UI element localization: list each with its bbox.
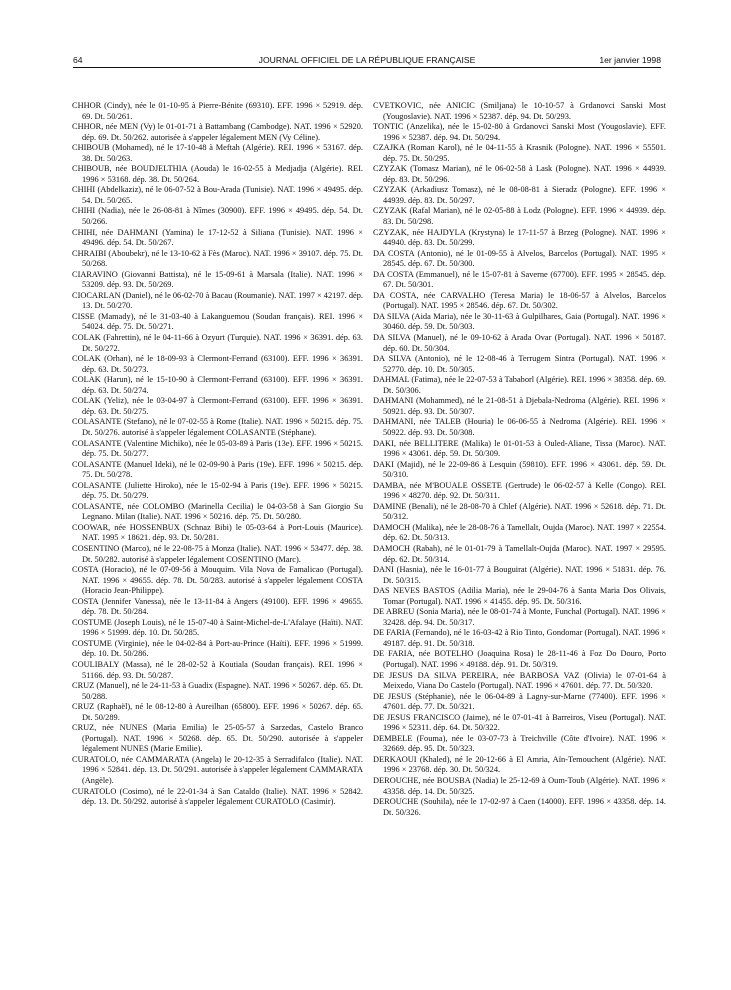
register-entry: DAMINE (Benali), né le 28-08-70 à Chlef (Algérie). NAT. 1996 × 52618. dép. 71. Dt. 50/312. <box>373 501 666 522</box>
register-entry: COLAK (Harun), né le 15-10-90 à Clermont-Ferrand (63100). EFF. 1996 × 36391. dép. 63. Dt. 50/274. <box>72 375 363 395</box>
register-entry: DE JESUS (Stéphanie), née le 06-04-89 à Lagny-sur-Marne (77400). EFF. 1996 × 47601. dép. 77. Dt. 50/321. <box>373 691 666 712</box>
register-entry: DE JESUS FRANCISCO (Jaime), né le 07-01-41 à Barreiros, Viseu (Portugal). NAT. 1996 × 52311. dép. 64. Dt. 50/322. <box>373 712 666 733</box>
register-entry: CZYZAK (Rafal Marian), né le 02-05-88 à Lodz (Pologne). EFF. 1996 × 44939. dép. 83. Dt. 50/298. <box>373 206 666 227</box>
register-entry: CVETKOVIC, née ANICIC (Smiljana) le 10-10-57 à Grdanovci Sanski Most (Yougoslavie). NAT. 1996 × 52387. dép. 94. Dt. 50/293. <box>373 101 666 121</box>
register-entry: CZYZAK, née HAJDYLA (Krystyna) le 17-11-57 à Brzeg (Pologne). NAT. 1996 × 44940. dép. 83. Dt. 50/299. <box>373 227 666 248</box>
register-entry: DAS NEVES BASTOS (Adilia Maria), née le 29-04-76 à Santa Maria Dos Olivais, Tomar (Portugal). NAT. 1996 × 41455. dép. 95. Dt. 50/316. <box>373 586 666 606</box>
register-entry: DA SILVA (Antonio), né le 12-08-46 à Terrugem Sintra (Portugal). NAT. 1996 × 52770. dép. 10. Dt. 50/305. <box>373 354 666 374</box>
register-entry: DAHMAL (Fatima), née le 22-07-53 à Tababorl (Algérie). REI. 1996 × 38358. dép. 69. Dt. 50/306. <box>373 375 666 395</box>
register-entry: CHIHI (Abdelkaziz), né le 06-07-52 à Bou-Arada (Tunisie). NAT. 1996 × 49495. dép. 54. Dt. 50/265. <box>72 185 363 205</box>
header-rule <box>73 67 661 68</box>
register-entry: COLASANTE (Juliette Hiroko), née le 15-02-94 à Paris (19e). EFF. 1996 × 50215. dép. 75. Dt. 50/279. <box>72 480 363 501</box>
register-entry: COSTUME (Virginie), née le 04-02-84 à Port-au-Prince (Haïti). EFF. 1996 × 51999. dép. 10. Dt. 50/286. <box>72 638 363 659</box>
register-entry: DA COSTA (Emmanuel), né le 15-07-81 à Saverne (67700). EFF. 1995 × 28545. dép. 67. Dt. 50/301. <box>373 269 666 290</box>
journal-title: JOURNAL OFFICIEL DE LA RÉPUBLIQUE FRANÇAISE <box>258 55 476 65</box>
register-entry: CZYZAK (Arkadiusz Tomasz), né le 08-08-81 à Sieradz (Pologne). EFF. 1996 × 44939. dép. 83. Dt. 50/297. <box>373 185 666 205</box>
register-entry: COSTA (Jennifer Vanessa), née le 13-11-84 à Angers (49100). EFF. 1996 × 49655. dép. 78. Dt. 50/284. <box>72 596 363 617</box>
issue-date: 1er janvier 1998 <box>599 55 661 65</box>
register-entry: COSTUME (Joseph Louis), né le 15-07-40 à Saint-Michel-de-L'Afalaye (Haïti). NAT. 1996 × 51999. dép. 10. Dt. 50/285. <box>72 617 363 638</box>
register-entry: DE ABREU (Sonia Maria), née le 08-01-74 à Monte, Funchal (Portugal). NAT. 1996 × 32428. dép. 94. Dt. 50/317. <box>373 607 666 627</box>
register-entry: DAHMANI (Mohammed), né le 21-08-51 à Djebala-Nedroma (Algérie). REI. 1996 × 50921. dép. 93. Dt. 50/307. <box>373 396 666 416</box>
register-entry: COLASANTE, née COLOMBO (Marinella Cecilia) le 04-03-58 à San Giorgio Su Legnano. Milan (Italie). NAT. 1996 × 50216. dép. 75. Dt. 50/280. <box>72 501 363 522</box>
register-entry: CHIBOUB (Mohamed), né le 17-10-48 à Meftah (Algérie). REI. 1996 × 53167. dép. 38. Dt. 50/263. <box>72 143 363 163</box>
right-column <box>373 101 666 818</box>
register-entry: DEROUCHE, née BOUSBA (Nadia) le 25-12-69 à Oum-Toub (Algérie). NAT. 1996 × 43358. dép. 14. Dt. 50/325. <box>373 776 666 796</box>
register-entry: CZAJKA (Roman Karol), né le 04-11-55 à Krasnik (Pologne). NAT. 1996 × 55501. dép. 75. Dt. 50/295. <box>373 143 666 163</box>
register-entry: CRUZ, née NUNES (Maria Emilia) le 25-05-57 à Sarzedas, Castelo Branco (Portugal). NAT. 1996 × 50268. dép. 65. Dt. 50/290. autorisée à s'appeler légalement NUNES (Marie Emilie). <box>72 723 363 754</box>
register-entry: COOWAR, née HOSSENBUX (Schnaz Bibi) le 05-03-64 à Port-Louis (Maurice). NAT. 1995 × 18621. dép. 93. Dt. 50/281. <box>72 522 363 543</box>
register-entry: DAKI (Majid), né le 22-09-86 à Lesquin (59810). EFF. 1996 × 43061. dép. 59. Dt. 50/310. <box>373 459 666 480</box>
register-entry: CISSE (Mamady), né le 31-03-40 à Lakanguemou (Soudan français). REI. 1996 × 54024. dép. 75. Dt. 50/271. <box>72 311 363 332</box>
register-entry: COLASANTE (Valentine Michiko), née le 05-03-89 à Paris (13e). EFF. 1996 × 50215. dép. 75. Dt. 50/277. <box>72 438 363 459</box>
register-entry: DAMOCH (Malika), née le 28-08-76 à Tamellalt, Oujda (Maroc). NAT. 1997 × 22554. dép. 62. Dt. 50/313. <box>373 522 666 543</box>
register-entry: DE JESUS DA SILVA PEREIRA, née BARBOSA VAZ (Olivia) le 07-01-64 à Meixedo, Viana Do Castelo (Portugal). NAT. 1996 × 47601. dép. 77. Dt. 50/320. <box>373 670 666 691</box>
register-entry: CHIBOUB, née BOUDJELTHIA (Aouda) le 16-02-55 à Medjadja (Algérie). REI. 1996 × 53168. dép. 38. Dt. 50/264. <box>72 164 363 184</box>
register-entry: COLASANTE (Stefano), né le 07-02-55 à Rome (Italie). NAT. 1996 × 50215. dép. 75. Dt. 50/276. autorisé à s'appeler légalement COLASANTE (Stéphane). <box>72 417 363 437</box>
register-entry: DA SILVA (Manuel), né le 09-10-62 à Arada Ovar (Portugal). NAT. 1996 × 50187. dép. 60. Dt. 50/304. <box>373 333 666 353</box>
register-entry: DAMBA, née M'BOUALE OSSETE (Gertrude) le 06-02-57 à Kelle (Congo). REI. 1996 × 48270. dép. 92. Dt. 50/311. <box>373 480 666 501</box>
register-entry: DERKAOUI (Khaled), né le 20-12-66 à El Amria, Aïn-Temouchent (Algérie). NAT. 1996 × 23768. dép. 30. Dt. 50/324. <box>373 754 666 775</box>
register-entry: COLAK (Fahrettin), né le 04-11-66 à Ozyurt (Turquie). NAT. 1996 × 36391. dép. 63. Dt. 50/272. <box>72 333 363 353</box>
register-entry: COSENTINO (Marco), né le 22-08-75 à Monza (Italie). NAT. 1996 × 53477. dép. 38. Dt. 50/282. autorisé à s'appeler légalement COSENTINO (Marc). <box>72 543 363 564</box>
register-entry: DA COSTA, née CARVALHO (Teresa Maria) le 18-06-57 à Alvelos, Barcelos (Portugal). NAT. 1995 × 28546. dép. 67. Dt. 50/302. <box>373 290 666 311</box>
register-entry: CRUZ (Manuel), né le 24-11-53 à Guadix (Espagne). NAT. 1996 × 50267. dép. 65. Dt. 50/288. <box>72 681 363 701</box>
register-entry: CIARAVINO (Giovanni Battista), né le 15-09-61 à Marsala (Italie). NAT. 1996 × 53209. dép. 93. Dt. 50/269. <box>72 269 363 290</box>
register-entry: DANI (Hasnia), née le 16-01-77 à Bouguirat (Algérie). NAT. 1996 × 51831. dép. 76. Dt. 50/315. <box>373 565 666 585</box>
register-entry: DEROUCHE (Souhila), née le 17-02-97 à Caen (14000). EFF. 1996 × 43358. dép. 14. Dt. 50/326. <box>373 797 666 817</box>
register-entry: DA COSTA (Antonio), né le 01-09-55 à Alvelos, Barcelos (Portugal). NAT. 1995 × 28545. dép. 67. Dt. 50/300. <box>373 248 666 269</box>
register-entry: COULIBALY (Massa), né le 28-02-52 à Koutiala (Soudan français). REI. 1996 × 51166. dép. 93. Dt. 50/287. <box>72 659 363 680</box>
register-entry: COLAK (Yeliz), née le 03-04-97 à Clermont-Ferrand (63100). EFF. 1996 × 36391. dép. 63. Dt. 50/275. <box>72 396 363 416</box>
register-entry: DAKI, née BELLITERE (Malika) le 01-01-53 à Ouled-Aliane, Tissa (Maroc). NAT. 1996 × 43061. dép. 59. Dt. 50/309. <box>373 438 666 459</box>
register-entry: COLAK (Orhan), né le 18-09-93 à Clermont-Ferrand (63100). EFF. 1996 × 36391. dép. 63. Dt. 50/273. <box>72 354 363 374</box>
register-entry: DA SILVA (Aida Maria), née le 30-11-63 à Gulpilhares, Gaia (Portugal). NAT. 1996 × 30460. dép. 59. Dt. 50/303. <box>373 311 666 332</box>
register-entry: COLASANTE (Manuel Ideki), né le 02-09-90 à Paris (19e). EFF. 1996 × 50215. dép. 75. Dt. 50/278. <box>72 459 363 480</box>
register-entry: DE FARIA (Fernando), né le 16-03-42 à Rio Tinto, Gondomar (Portugal). NAT. 1996 × 49187. dép. 91. Dt. 50/318. <box>373 628 666 648</box>
register-entry: CHRAIBI (Aboubekr), né le 13-10-62 à Fès (Maroc). NAT. 1996 × 39107. dép. 75. Dt. 50/268. <box>72 248 363 269</box>
register-entry: TONTIC (Anzelika), née le 15-02-80 à Grdanovci Sanski Most (Yougoslavie). EFF. 1996 × 52387. dép. 94. Dt. 50/294. <box>373 122 666 142</box>
left-column <box>72 101 363 808</box>
register-entry: DAMOCH (Rabah), né le 01-01-79 à Tamellalt-Oujda (Maroc). NAT. 1997 × 29595. dép. 62. Dt. 50/314. <box>373 543 666 564</box>
register-entry: CHHOR, née MEN (Vy) le 01-01-71 à Battambang (Cambodge). NAT. 1996 × 52920. dép. 69. Dt. 50/262. autorisée à s'appeler légalement MEN (Vy Céline). <box>72 122 363 142</box>
page-number: 64 <box>73 55 83 65</box>
register-entry: DE FARIA, née BOTELHO (Joaquina Rosa) le 28-11-46 à Foz Do Douro, Porto (Portugal). NAT. 1996 × 49188. dép. 91. Dt. 50/319. <box>373 649 666 669</box>
register-entry: CRUZ (Raphaël), né le 08-12-80 à Aureilhan (65800). EFF. 1996 × 50267. dép. 65. Dt. 50/289. <box>72 702 363 722</box>
register-entry: DAHMANI, née TALEB (Houria) le 06-06-55 à Nedroma (Algérie). REI. 1996 × 50922. dép. 93. Dt. 50/308. <box>373 417 666 437</box>
register-entry: CHIHI, née DAHMANI (Yamina) le 17-12-52 à Siliana (Tunisie). NAT. 1996 × 49496. dép. 54. Dt. 50/267. <box>72 227 363 248</box>
register-entry: CHIHI (Nadia), née le 26-08-81 à Nîmes (30900). EFF. 1996 × 49495. dép. 54. Dt. 50/266. <box>72 206 363 227</box>
register-entry: CZYZAK (Tomasz Marian), né le 06-02-58 à Lask (Pologne). NAT. 1996 × 44939. dép. 83. Dt. 50/296. <box>373 164 666 184</box>
register-entry: CHHOR (Cindy), née le 01-10-95 à Pierre-Bénite (69310). EFF. 1996 × 52919. dép. 69. Dt. 50/261. <box>72 101 363 121</box>
register-entry: DEMBELE (Fouma), née le 03-07-73 à Treichville (Côte d'Ivoire). NAT. 1996 × 32669. dép. 95. Dt. 50/323. <box>373 733 666 754</box>
page-header <box>73 55 661 67</box>
register-entry: COSTA (Horacio), né le 07-09-56 à Mouquim. Vila Nova de Famalicao (Portugal). NAT. 1996 × 49655. dép. 78. Dt. 50/283. autorisé à s'appeler légalement COSTA (Horacio Jean-Philippe). <box>72 565 363 596</box>
register-entry: CURATOLO, née CAMMARATA (Angela) le 20-12-35 à Serradifalco (Italie). NAT. 1996 × 52841. dép. 13. Dt. 50/291. autorisée à s'appeler légalement CAMMARATA (Angèle). <box>72 754 363 785</box>
register-entry: CURATOLO (Cosimo), né le 22-01-34 à San Cataldo (Italie). NAT. 1996 × 52842. dép. 13. Dt. 50/292. autorisé à s'appeler légalement CURATOLO (Casimir). <box>72 786 363 807</box>
register-entry: CIOCARLAN (Daniel), né le 06-02-70 à Bacau (Roumanie). NAT. 1997 × 42197. dép. 13. Dt. 50/270. <box>72 290 363 311</box>
